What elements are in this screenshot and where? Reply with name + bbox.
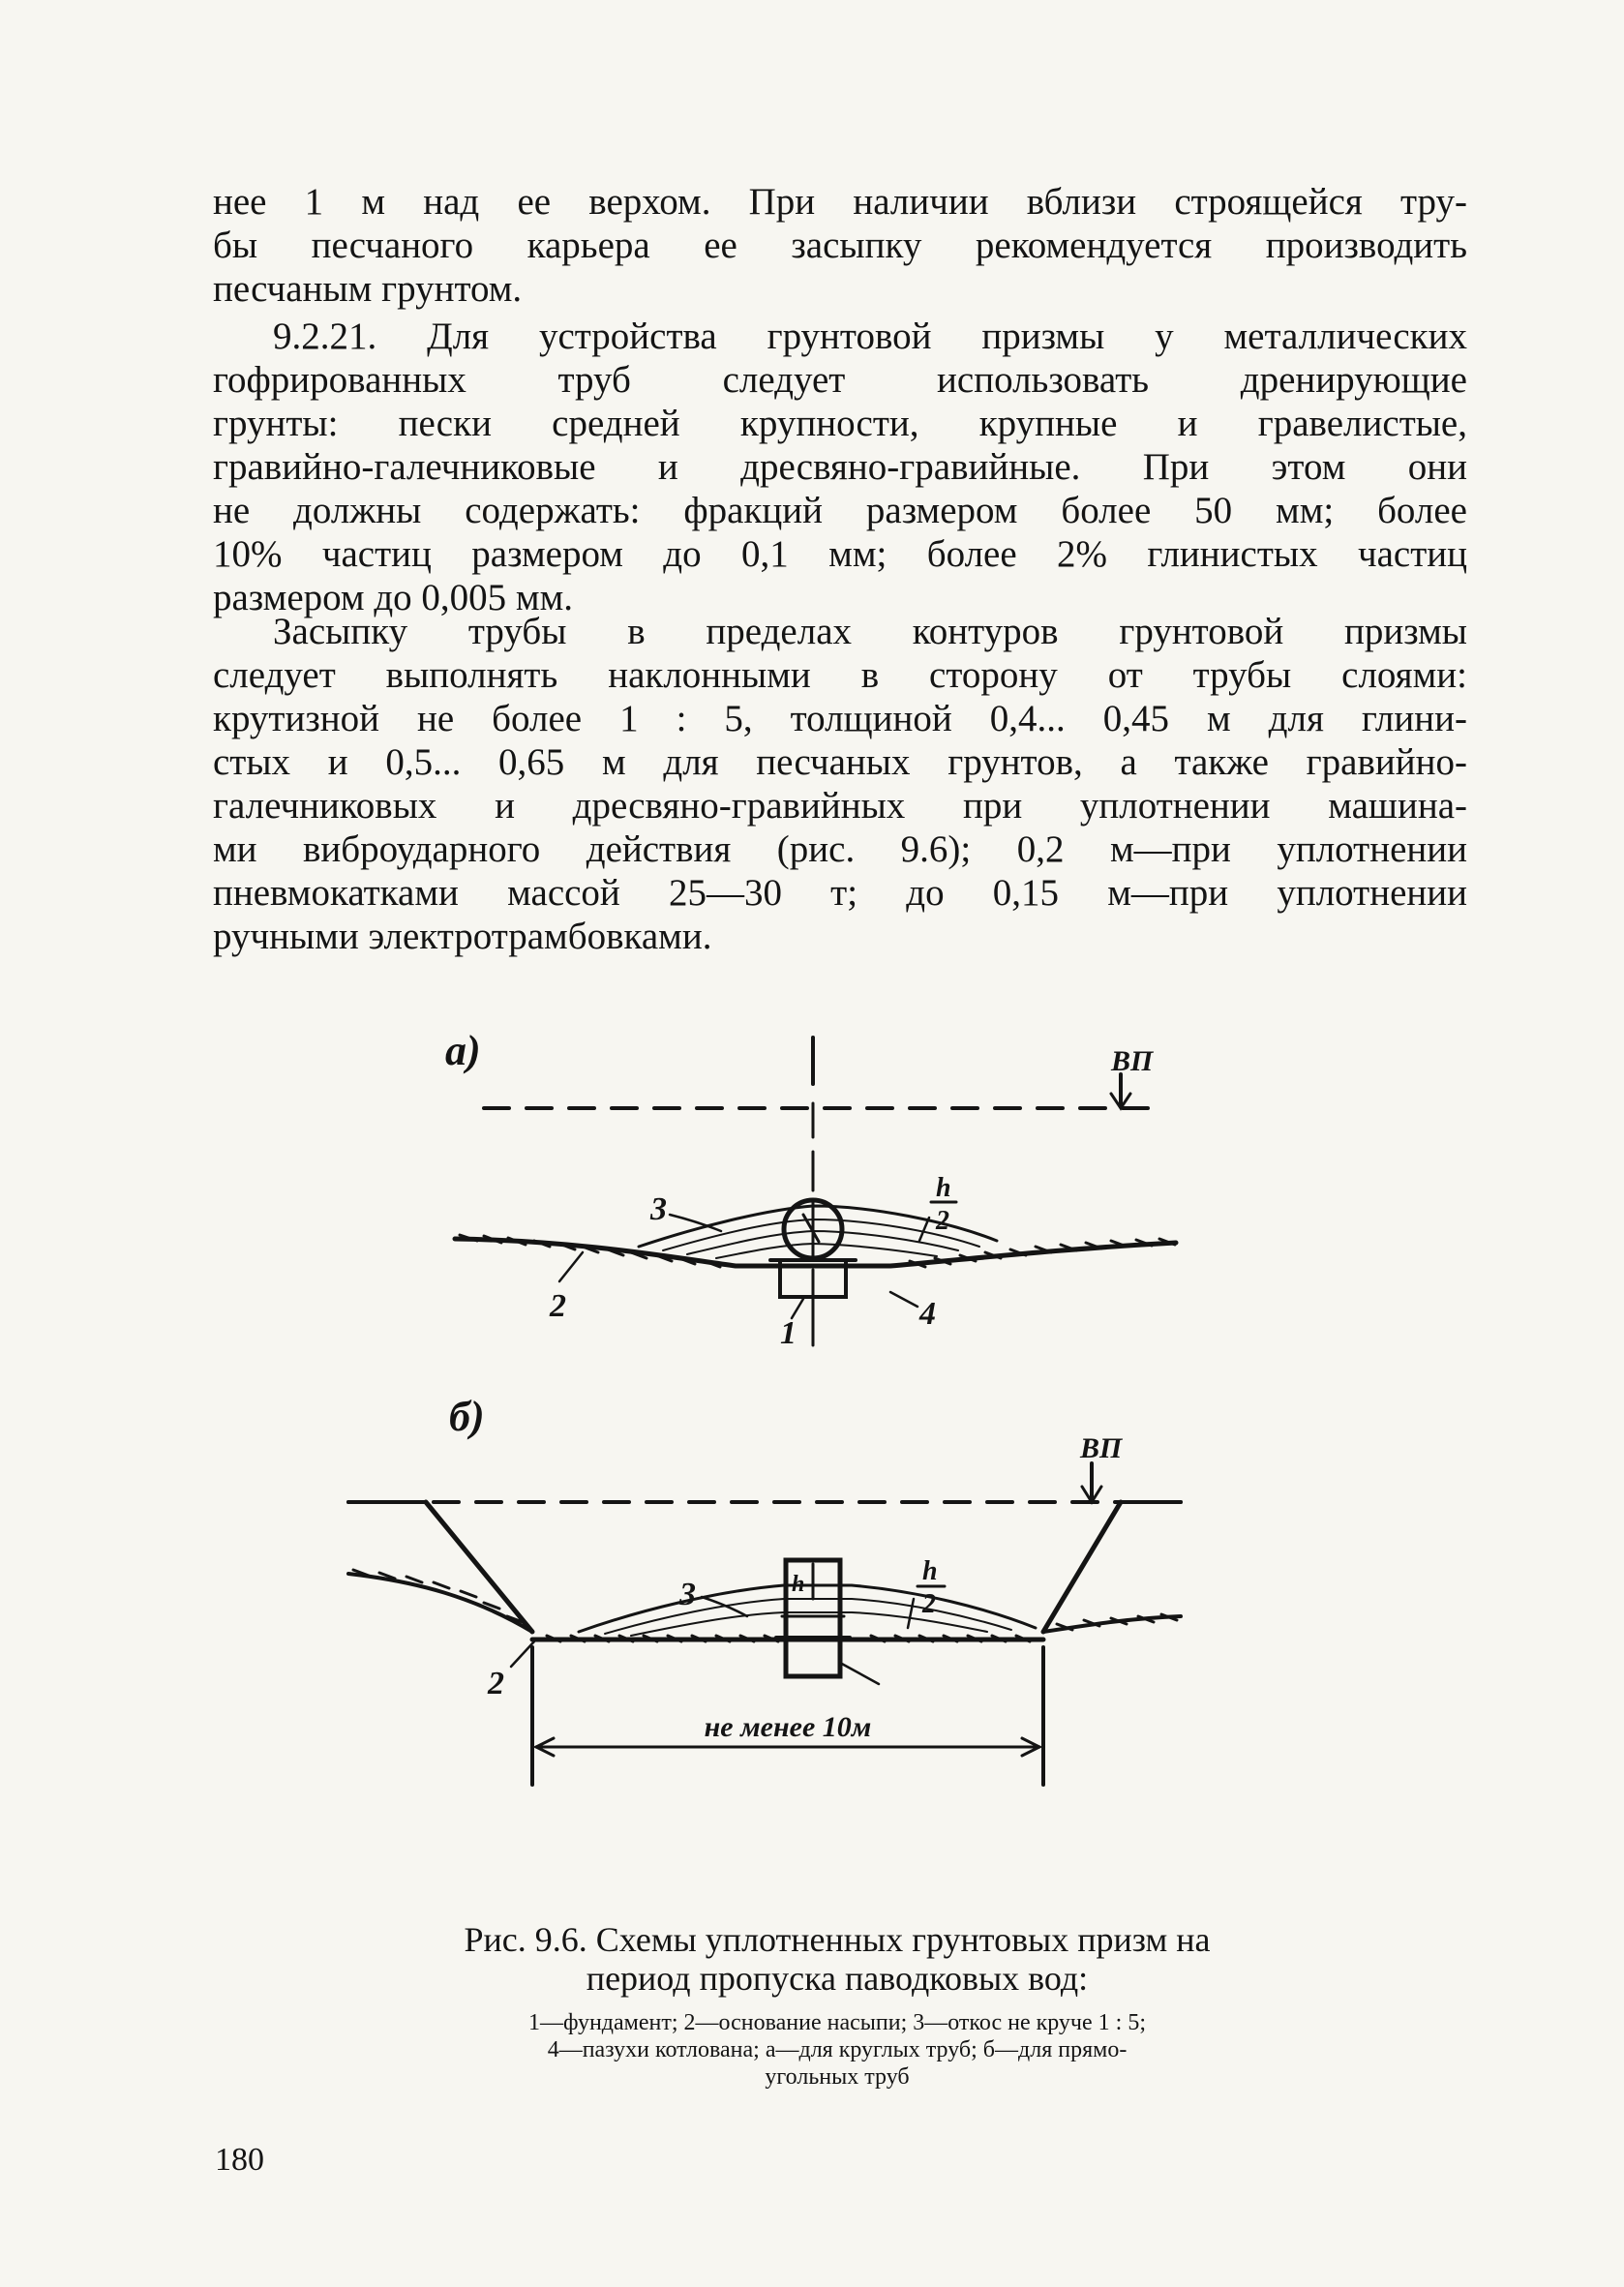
caption-title-line: период пропуска паводковых вод: [586,1959,1089,1998]
panel-a-callout-1: 1 [780,1315,797,1351]
panel-a-label: а) [445,1027,481,1074]
text-line: песчаным грунтом. [213,268,523,310]
text-line: гофрированных труб следует использовать дренирующие [213,359,1467,401]
figure-9-6 [329,1016,1297,1849]
panel-b-callout-3: 3 [679,1577,696,1612]
panel-a-slope-top: h [936,1173,951,1203]
figure-caption [387,1920,1287,2091]
panel-b-label: б) [449,1393,485,1440]
paragraph-9-2-21 [213,315,1467,619]
text-line: Засыпку трубы в пределах контуров грунтовой призмы [273,611,1467,652]
text-line: бы песчаного карьера ее засыпку рекомендуется производить [213,225,1467,266]
panel-b-water-level-label: ВП [1080,1432,1123,1464]
panel-a-callout-2: 2 [550,1288,566,1324]
caption-title [387,1920,1287,1998]
caption-title-line: Рис. 9.6. Схемы уплотненных грунтовых призм на [464,1920,1211,1959]
text-line: размером до 0,005 мм. [213,577,574,618]
panel-b-callout-2: 2 [488,1666,504,1701]
caption-legend [387,2009,1287,2091]
text-line: галечниковых и дресвяно-гравийных при уплотнении машина- [213,785,1467,827]
text-line: следует выполнять наклонными в сторону от трубы слоями: [213,654,1467,696]
figure-drawing [329,1016,1297,1849]
panel-a-water-level-label: ВП [1111,1045,1154,1077]
panel-b-slope-top: h [922,1556,938,1586]
paragraph-continued [213,180,1467,311]
text-line: крутизной не более 1 : 5, толщиной 0,4... 0,45 м для глини- [213,698,1467,739]
text-line: стых и 0,5... 0,65 м для песчаных грунтов, а также гравийно- [213,741,1467,783]
text-line: ручными электротрамбовками. [213,916,712,957]
page-number: 180 [215,2142,264,2178]
panel-a-callout-3: 3 [650,1191,667,1227]
panel-b-pipe-height-mark: h [792,1572,805,1597]
text-line: не должны содержать: фракций размером более 50 мм; более [213,490,1467,531]
caption-legend-line: 1—фундамент; 2—основание насыпи; 3—откос не круче 1 : 5; [528,2010,1146,2035]
panel-b-dimension-label: не менее 10м [704,1711,872,1743]
text-line: пневмокатками массой 25—30 т; до 0,15 м—при уплотнении [213,872,1467,914]
panel-a-slope-bottom: 2 [936,1206,949,1236]
text-line: 10% частиц размером до 0,1 мм; более 2% глинистых частиц [213,533,1467,575]
paragraph-backfill [213,610,1467,958]
text-line: 9.2.21. Для устройства грунтовой призмы у металлических [273,316,1467,357]
caption-legend-line: 4—пазухи котлована; а—для круглых труб; б—для прямо- [547,2037,1128,2062]
text-line: ми виброударного действия (рис. 9.6); 0,2 м—при уплотнении [213,828,1467,870]
panel-b-slope-bottom: 2 [922,1589,936,1619]
caption-legend-line: угольных труб [765,2064,910,2090]
text-line: грунты: пески средней крупности, крупные и гравелистые, [213,403,1467,444]
panel-a-callout-4: 4 [919,1296,936,1332]
text-line: нее 1 м над ее верхом. При наличии вблизи строящейся тру- [213,181,1467,223]
text-line: гравийно-галечниковые и дресвяно-гравийные. При этом они [213,446,1467,488]
